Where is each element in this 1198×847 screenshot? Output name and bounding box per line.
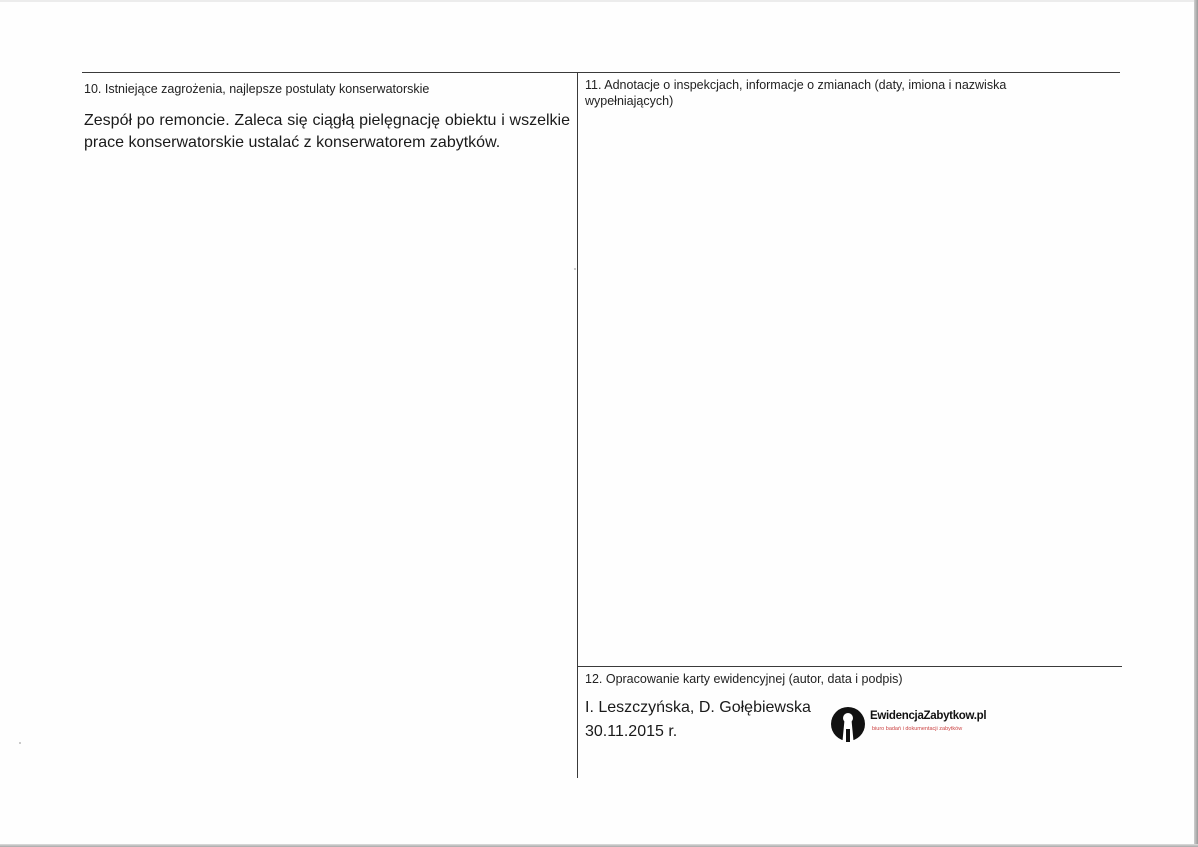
section-10-heading: 10. Istniejące zagrożenia, najlepsze postulaty konserwatorskie: [84, 82, 430, 96]
keyhole-logo-icon: [830, 705, 866, 743]
company-logo: [830, 703, 1000, 745]
section-12-heading: 12. Opracowanie karty ewidencyjnej (autor, data i podpis): [585, 672, 903, 686]
scan-speck: [574, 268, 576, 270]
scan-edge-right: [1194, 0, 1198, 847]
form-section-12-rule: [578, 666, 1122, 667]
form-column-divider: [577, 72, 578, 778]
scan-edge-top: [0, 0, 1198, 2]
section-12-author-block: [585, 696, 825, 744]
scan-speck: [19, 742, 21, 744]
section-11-heading: 11. Adnotacje o inspekcjach, informacje o zmianach (daty, imiona i nazwiska wypełniających): [585, 78, 1007, 108]
form-top-rule: [82, 72, 1120, 73]
section-12-authors: I. Leszczyńska, D. Gołębiewska: [585, 699, 811, 716]
section-12-date: 30.11.2015 r.: [585, 723, 678, 740]
logo-name: EwidencjaZabytkow.pl: [870, 710, 987, 722]
logo-tagline: biuro badań i dokumentacji zabytków: [872, 726, 963, 732]
section-10-body: Zespół po remoncie. Zaleca się ciągłą pielęgnację obiektu i wszelkie prace konserwatorskie ustalać z konserwatorem zabytków.: [84, 112, 570, 151]
